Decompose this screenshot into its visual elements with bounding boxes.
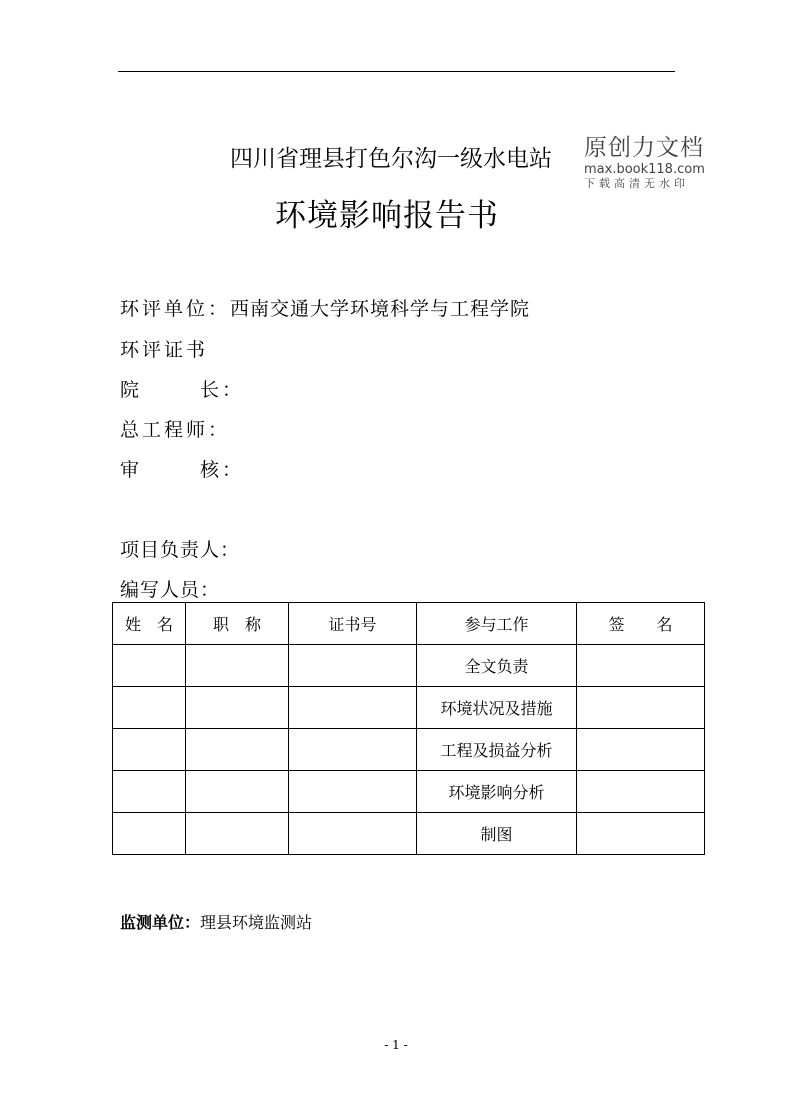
header-name: 姓 名 [113, 603, 186, 645]
header-rule [118, 71, 675, 72]
table-header-row [113, 603, 705, 645]
cell-name [113, 813, 186, 855]
table-row [113, 813, 705, 855]
table-row [113, 771, 705, 813]
cell-role: 全文负责 [417, 645, 577, 687]
cell-signature [577, 687, 705, 729]
header-cert-no: 证书号 [289, 603, 417, 645]
eia-unit-value: 西南交通大学环境科学与工程学院 [230, 298, 531, 320]
cell-title [186, 771, 289, 813]
table-row [113, 645, 705, 687]
writers-line [120, 575, 220, 602]
chief-engineer-line [120, 415, 230, 442]
cell-signature [577, 729, 705, 771]
chief-engineer-label: 总工程师： [120, 419, 231, 441]
cell-role: 工程及损益分析 [417, 729, 577, 771]
header-title: 职 称 [186, 603, 289, 645]
page-number: - 1 - [384, 1038, 408, 1052]
dean-line [120, 375, 244, 402]
watermark-url: max.book118.com [584, 162, 705, 177]
project-subtitle: 四川省理县打色尔沟一级水电站 [230, 146, 552, 172]
dean-label-second: 长： [200, 379, 245, 401]
cell-cert-no [289, 729, 417, 771]
cell-cert-no [289, 771, 417, 813]
header-role: 参与工作 [417, 603, 577, 645]
project-leader-label: 项目负责人： [120, 539, 241, 561]
cell-cert-no [289, 687, 417, 729]
cell-role: 环境状况及措施 [417, 687, 577, 729]
eia-cert-line [120, 335, 208, 362]
writers-label: 编写人员： [120, 579, 221, 601]
cell-cert-no [289, 645, 417, 687]
table-row [113, 687, 705, 729]
cell-name [113, 771, 186, 813]
cell-title [186, 813, 289, 855]
watermark-logo [584, 134, 714, 191]
cell-title [186, 729, 289, 771]
cell-signature [577, 771, 705, 813]
monitoring-unit-label: 监测单位： [120, 913, 201, 932]
cell-signature [577, 813, 705, 855]
dean-label-first: 院 [120, 379, 143, 401]
eia-unit-label: 环评单位： [120, 298, 231, 320]
review-line [120, 455, 244, 482]
table-row [113, 729, 705, 771]
review-label-second: 核： [200, 459, 245, 481]
report-title: 环境影响报告书 [275, 198, 499, 234]
staff-table [112, 602, 705, 855]
monitoring-unit-line [120, 910, 312, 933]
review-label-first: 审 [120, 459, 143, 481]
cell-name [113, 729, 186, 771]
header-signature: 签 名 [577, 603, 705, 645]
monitoring-unit-value: 理县环境监测站 [200, 913, 313, 932]
eia-cert-label: 环评证书 [120, 339, 209, 361]
cell-role: 制图 [417, 813, 577, 855]
cell-title [186, 687, 289, 729]
watermark-tagline: 下载高清无水印 [584, 177, 689, 190]
cell-signature [577, 645, 705, 687]
cell-name [113, 687, 186, 729]
cell-role: 环境影响分析 [417, 771, 577, 813]
project-leader-line [120, 535, 240, 562]
cell-name [113, 645, 186, 687]
cell-title [186, 645, 289, 687]
eia-unit-line [120, 294, 530, 321]
cell-cert-no [289, 813, 417, 855]
watermark-brand: 原创力文档 [584, 135, 704, 161]
